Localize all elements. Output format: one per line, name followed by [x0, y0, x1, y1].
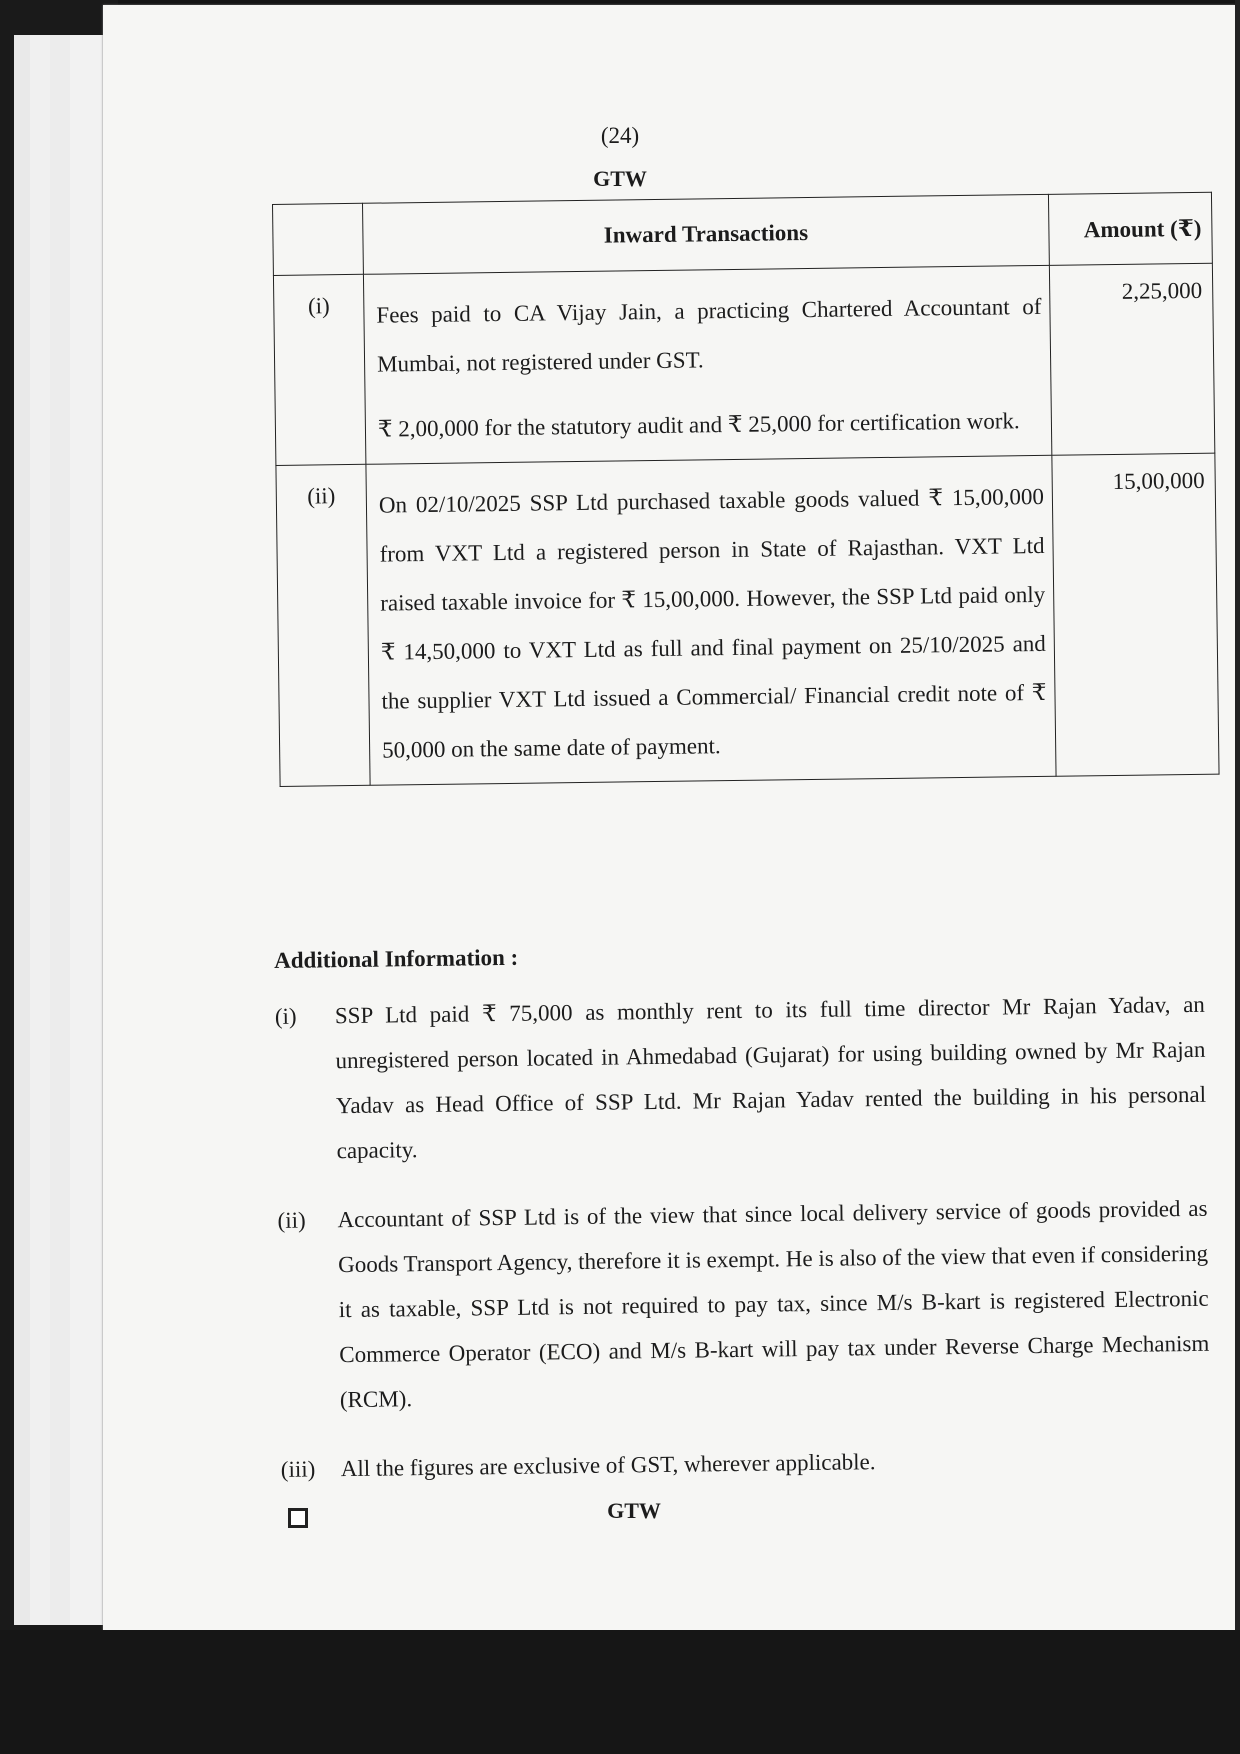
- gtw-header: GTW: [593, 166, 647, 191]
- item-text: SSP Ltd paid ₹ 75,000 as monthly rent to its full time director Mr Rajan Yadav, an unregistered person located in Ahmedabad (Gujarat) for using building owned by Mr Rajan Yadav as Head Office of SSP Ltd. Mr Rajan Yadav rented the building in his personal capacity.: [334, 991, 1207, 1164]
- scanner-background-bottom: [0, 1630, 1240, 1754]
- row-amount: 2,25,000: [1049, 263, 1214, 455]
- list-item: [275, 982, 1207, 1174]
- row-description: [366, 455, 1056, 785]
- table-row: [276, 453, 1219, 786]
- row-amount: 15,00,000: [1052, 453, 1219, 776]
- amount-column-header: Amount (₹): [1048, 192, 1212, 265]
- item-text: All the figures are exclusive of GST, wherever applicable.: [340, 1449, 876, 1482]
- serial-column-header: [273, 203, 364, 275]
- description-column-header: Inward Transactions: [362, 194, 1049, 274]
- gtw-footer: GTW: [607, 1498, 661, 1523]
- description-paragraph: ₹ 2,00,000 for the statutory audit and ₹ 25,000 for certification work.: [377, 408, 1020, 442]
- item-number: (iii): [280, 1456, 316, 1482]
- table-header-row: [273, 192, 1213, 275]
- row-number: (ii): [276, 464, 370, 786]
- scanner-edge: [1235, 0, 1240, 1754]
- list-item: [281, 1435, 1212, 1492]
- item-text: Accountant of SSP Ltd is of the view that since local delivery service of goods provided as Goods Transport Agency, therefore it is exempt. He is also of the view that even if considering it as taxable, SSP Ltd is not required to pay tax, since M/s B-kart is registered Electronic Commerce Operator (ECO) and M/s B-kart will pay tax under Reverse Charge Mechanism (RCM).: [337, 1195, 1210, 1413]
- row-number: (i): [273, 274, 365, 465]
- item-number: (i): [274, 1003, 297, 1029]
- row-description: [363, 265, 1051, 464]
- table-row: [273, 263, 1214, 465]
- description-paragraph: Fees paid to CA Vijay Jain, a practicing Chartered Accountant of Mumbai, not registered under GST.: [376, 293, 1042, 377]
- additional-information: [274, 936, 1211, 1516]
- list-item: [277, 1186, 1210, 1423]
- description-paragraph: On 02/10/2025 SSP Ltd purchased taxable goods valued ₹ 15,00,000 from VXT Ltd a registered person in State of Rajasthan. VXT Ltd raised taxable invoice for ₹ 15,00,000. However, the SSP Ltd paid only ₹ 14,50,000 to VXT Ltd as full and final payment on 25/10/2025 and the supplier VXT Ltd issued a Commercial/ Financial credit note of ₹ 50,000 on the same date of payment.: [378, 483, 1047, 763]
- inward-transactions-table: [272, 192, 1220, 787]
- item-number: (ii): [277, 1207, 306, 1233]
- page-number: (24): [600, 123, 640, 148]
- additional-information-title: Additional Information :: [274, 944, 519, 973]
